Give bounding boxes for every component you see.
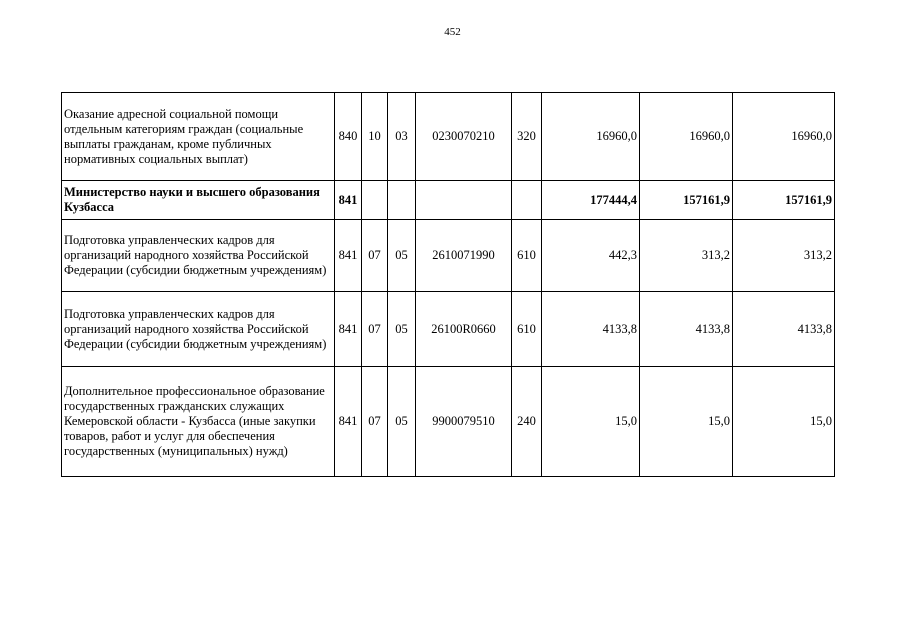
section-code: 07 bbox=[362, 367, 388, 477]
value-2: 16960,0 bbox=[640, 93, 733, 181]
row-name: Оказание адресной социальной помощи отдельным категориям граждан (социальные выплаты гражданам, кроме публичных нормативных социальных выплат) bbox=[62, 93, 335, 181]
expense-code: 320 bbox=[512, 93, 542, 181]
value-3: 16960,0 bbox=[733, 93, 835, 181]
expense-code: 610 bbox=[512, 292, 542, 367]
target-code: 0230070210 bbox=[416, 93, 512, 181]
value-1: 16960,0 bbox=[542, 93, 640, 181]
value-3: 15,0 bbox=[733, 367, 835, 477]
section-code: 07 bbox=[362, 220, 388, 292]
target-code bbox=[416, 181, 512, 220]
budget-table bbox=[61, 92, 835, 477]
ministry-code: 841 bbox=[335, 220, 362, 292]
table-row bbox=[62, 220, 835, 292]
value-3: 4133,8 bbox=[733, 292, 835, 367]
subsection-code: 05 bbox=[388, 367, 416, 477]
value-3: 157161,9 bbox=[733, 181, 835, 220]
row-name: Дополнительное профессиональное образование государственных гражданских служащих Кемеровской области - Кузбасса (иные закупки товаров, работ и услуг для обеспечения государственных (муниципальных) нужд) bbox=[62, 367, 335, 477]
ministry-code: 840 bbox=[335, 93, 362, 181]
table-row bbox=[62, 367, 835, 477]
section-code: 07 bbox=[362, 292, 388, 367]
value-1: 15,0 bbox=[542, 367, 640, 477]
subsection-code: 05 bbox=[388, 292, 416, 367]
page-number: 452 bbox=[444, 26, 461, 38]
expense-code: 610 bbox=[512, 220, 542, 292]
target-code: 9900079510 bbox=[416, 367, 512, 477]
row-name: Подготовка управленческих кадров для организаций народного хозяйства Российской Федерации (субсидии бюджетным учреждениям) bbox=[62, 292, 335, 367]
ministry-code: 841 bbox=[335, 367, 362, 477]
value-2: 4133,8 bbox=[640, 292, 733, 367]
target-code: 26100R0660 bbox=[416, 292, 512, 367]
row-name: Министерство науки и высшего образования Кузбасса bbox=[62, 181, 335, 220]
expense-code: 240 bbox=[512, 367, 542, 477]
row-name: Подготовка управленческих кадров для организаций народного хозяйства Российской Федерации (субсидии бюджетным учреждениям) bbox=[62, 220, 335, 292]
target-code: 2610071990 bbox=[416, 220, 512, 292]
table-row bbox=[62, 181, 835, 220]
subsection-code: 03 bbox=[388, 93, 416, 181]
ministry-code: 841 bbox=[335, 292, 362, 367]
subsection-code bbox=[388, 181, 416, 220]
value-2: 313,2 bbox=[640, 220, 733, 292]
value-1: 442,3 bbox=[542, 220, 640, 292]
section-code bbox=[362, 181, 388, 220]
value-2: 157161,9 bbox=[640, 181, 733, 220]
value-1: 177444,4 bbox=[542, 181, 640, 220]
subsection-code: 05 bbox=[388, 220, 416, 292]
section-code: 10 bbox=[362, 93, 388, 181]
table-row bbox=[62, 292, 835, 367]
value-3: 313,2 bbox=[733, 220, 835, 292]
ministry-code: 841 bbox=[335, 181, 362, 220]
table-row bbox=[62, 93, 835, 181]
expense-code bbox=[512, 181, 542, 220]
value-2: 15,0 bbox=[640, 367, 733, 477]
value-1: 4133,8 bbox=[542, 292, 640, 367]
